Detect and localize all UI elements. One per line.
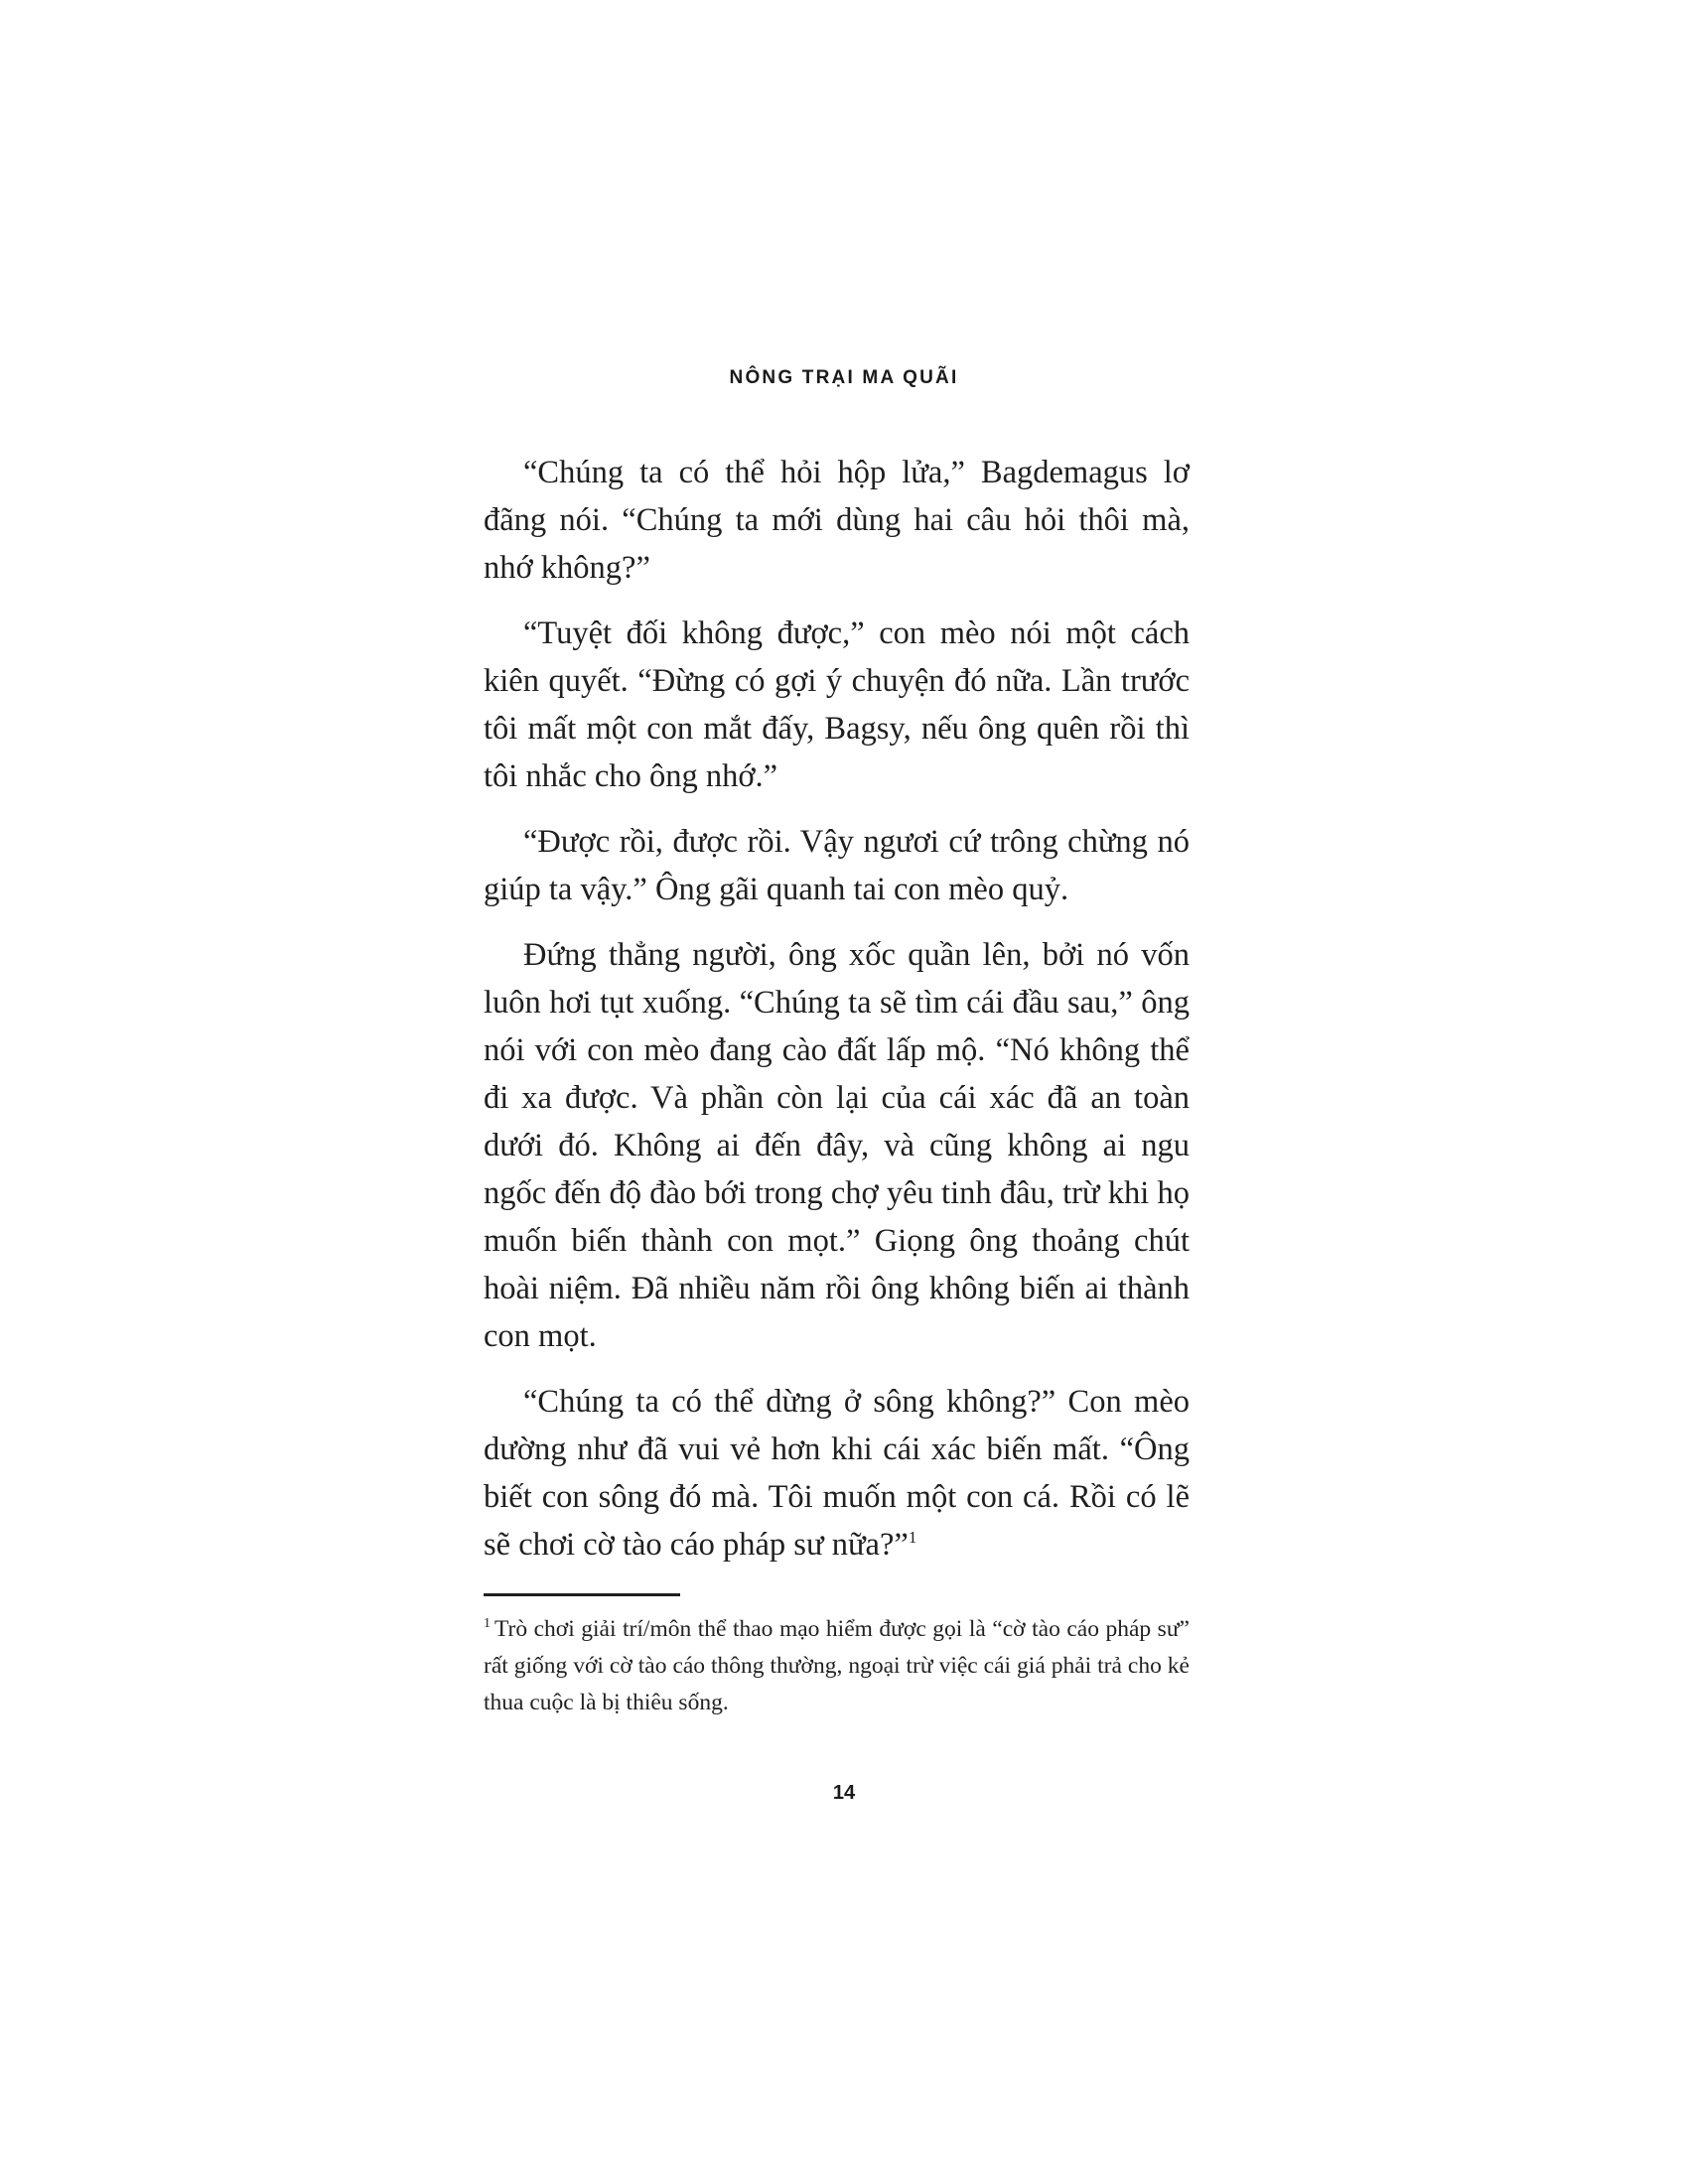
paragraph: Đứng thẳng người, ông xốc quần lên, bởi nó vốn luôn hơi tụt xuống. “Chúng ta sẽ tìm cái đầu sau,” ông nói với con mèo đang cào đất lấp mộ. “Nó không thể đi xa được. Và phần còn lại của cái xác đã an toàn dưới đó. Không ai đến đây, và cũng không ai ngu ngốc đến độ đào bới trong chợ yêu tinh đâu, trừ khi họ muốn biến thành con mọt.” Giọng ông thoảng chút hoài niệm. Đã nhiều năm rồi ông không biến ai thành con mọt. [484, 937, 1190, 1354]
footnote-text: Trò chơi giải trí/môn thể thao mạo hiểm được gọi là “cờ tào cáo pháp sư” rất giống với cờ tào cáo thông thường, ngoại trừ việc cái giá phải trả cho kẻ thua cuộc là bị thiêu sống. [484, 1616, 1190, 1715]
paragraph: “Tuyệt đối không được,” con mèo nói một cách kiên quyết. “Đừng có gợi ý chuyện đó nữa. Lần trước tôi mất một con mắt đấy, Bagsy, nếu ông quên rồi thì tôi nhắc cho ông nhớ.” [484, 615, 1190, 794]
footnote-divider [484, 1593, 680, 1596]
page-number: 14 [832, 1782, 856, 1804]
footnote-mark: 1 [484, 1616, 491, 1632]
body-text [484, 449, 1190, 1569]
paragraph-with-footnote [484, 1378, 1190, 1569]
running-head-title: NÔNG TRẠI MA QUÃI [729, 367, 959, 388]
footnote-reference: 1 [908, 1528, 917, 1548]
footnote [484, 1611, 1190, 1721]
paragraph: “Được rồi, được rồi. Vậy ngươi cứ trông chừng nó giúp ta vậy.” Ông gãi quanh tai con mèo quỷ. [484, 824, 1190, 907]
paragraph: “Chúng ta có thể hỏi hộp lửa,” Bagdemagus lơ đãng nói. “Chúng ta mới dùng hai câu hỏi thôi mà, nhớ không?” [484, 455, 1190, 586]
paragraph-text: “Chúng ta có thể dừng ở sông không?” Con mèo dường như đã vui vẻ hơn khi cái xác biến mất. “Ông biết con sông đó mà. Tôi muốn một con cá. Rồi có lẽ sẽ chơi cờ tào cáo pháp sư nữa?” [484, 1384, 1190, 1563]
